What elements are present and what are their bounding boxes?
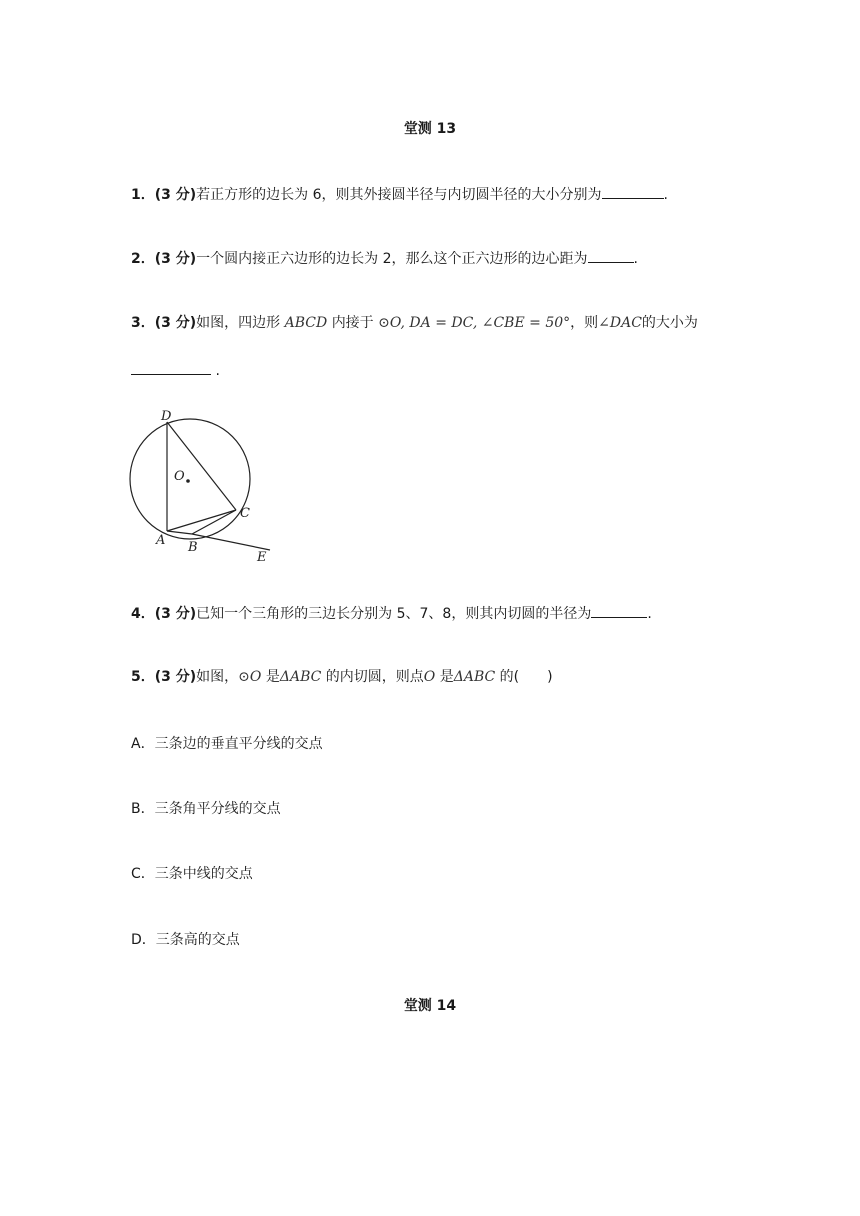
question-text: 内接于 (331, 315, 374, 331)
option-a[interactable]: A．三条边的垂直平分线的交点 (131, 736, 323, 752)
segment-dc (167, 422, 236, 510)
question-number: 4． (131, 606, 155, 622)
question-text: 一个圆内接正六边形的边长为 2，那么这个正六边形的边心距为 (196, 251, 588, 267)
question-4 (131, 603, 652, 624)
math-point-o: O (423, 669, 436, 685)
question-5 (131, 667, 553, 687)
option-c[interactable]: C．三条中线的交点 (131, 866, 253, 882)
label-e: E (257, 550, 267, 565)
answer-blank[interactable] (602, 184, 664, 199)
math-triangle: ΔABC (279, 669, 322, 685)
segment-ab (167, 531, 192, 534)
question-end: . (663, 187, 668, 203)
question-score: (3 分) (154, 669, 197, 685)
question-3-blank-line (131, 360, 220, 381)
question-3 (131, 313, 698, 333)
label-d: D (161, 409, 172, 424)
question-number: 5． (131, 669, 155, 685)
question-text: 如图，四边形 (196, 315, 281, 331)
question-2 (131, 248, 638, 269)
question-text: 的内切圆，则点 (325, 669, 424, 685)
answer-blank[interactable] (588, 248, 634, 263)
question-text: 的大小为 (641, 315, 698, 331)
question-number: 1． (131, 187, 155, 203)
section-title-14: 堂测 14 (403, 998, 457, 1014)
segment-be (192, 534, 270, 550)
label-b: B (188, 540, 198, 555)
question-score: (3 分) (154, 187, 197, 203)
math-condition: ⊙O, DA = DC, ∠CBE = 50° (378, 315, 571, 331)
question-score: (3 分) (154, 251, 197, 267)
question-end: . (647, 606, 652, 622)
label-o: O (174, 469, 185, 484)
question-score: (3 分) (154, 606, 197, 622)
label-c: C (240, 506, 250, 521)
math-triangle: ΔABC (453, 669, 496, 685)
math-quadrilateral: ABCD (284, 315, 328, 331)
section-title-13: 堂测 13 (403, 121, 457, 137)
circle-o (130, 419, 250, 539)
question-text: 是 (439, 669, 454, 685)
question-text: 是 (265, 669, 280, 685)
math-angle: ∠DAC (598, 315, 642, 331)
center-point (186, 479, 190, 483)
question-end: . (633, 251, 638, 267)
answer-blank[interactable] (131, 360, 211, 375)
label-a: A (156, 533, 166, 548)
question-text: 已知一个三角形的三边长分别为 5、7、8，则其内切圆的半径为 (196, 606, 592, 622)
question-text: 如图， (196, 669, 239, 685)
answer-blank[interactable] (591, 603, 647, 618)
question-text: 若正方形的边长为 6，则其外接圆半径与内切圆半径的大小分别为 (196, 187, 602, 203)
option-b[interactable]: B．三条角平分线的交点 (131, 801, 281, 817)
question-end: . (215, 363, 220, 379)
question-text: 的( ) (499, 669, 553, 685)
question-score: (3 分) (154, 315, 197, 331)
question-number: 3． (131, 315, 155, 331)
circle-figure (120, 405, 280, 575)
question-number: 2． (131, 251, 155, 267)
question-1 (131, 184, 668, 205)
math-circle-o: ⊙O (238, 669, 262, 685)
question-text: ，则 (570, 315, 599, 331)
option-d[interactable]: D．三条高的交点 (131, 932, 240, 948)
